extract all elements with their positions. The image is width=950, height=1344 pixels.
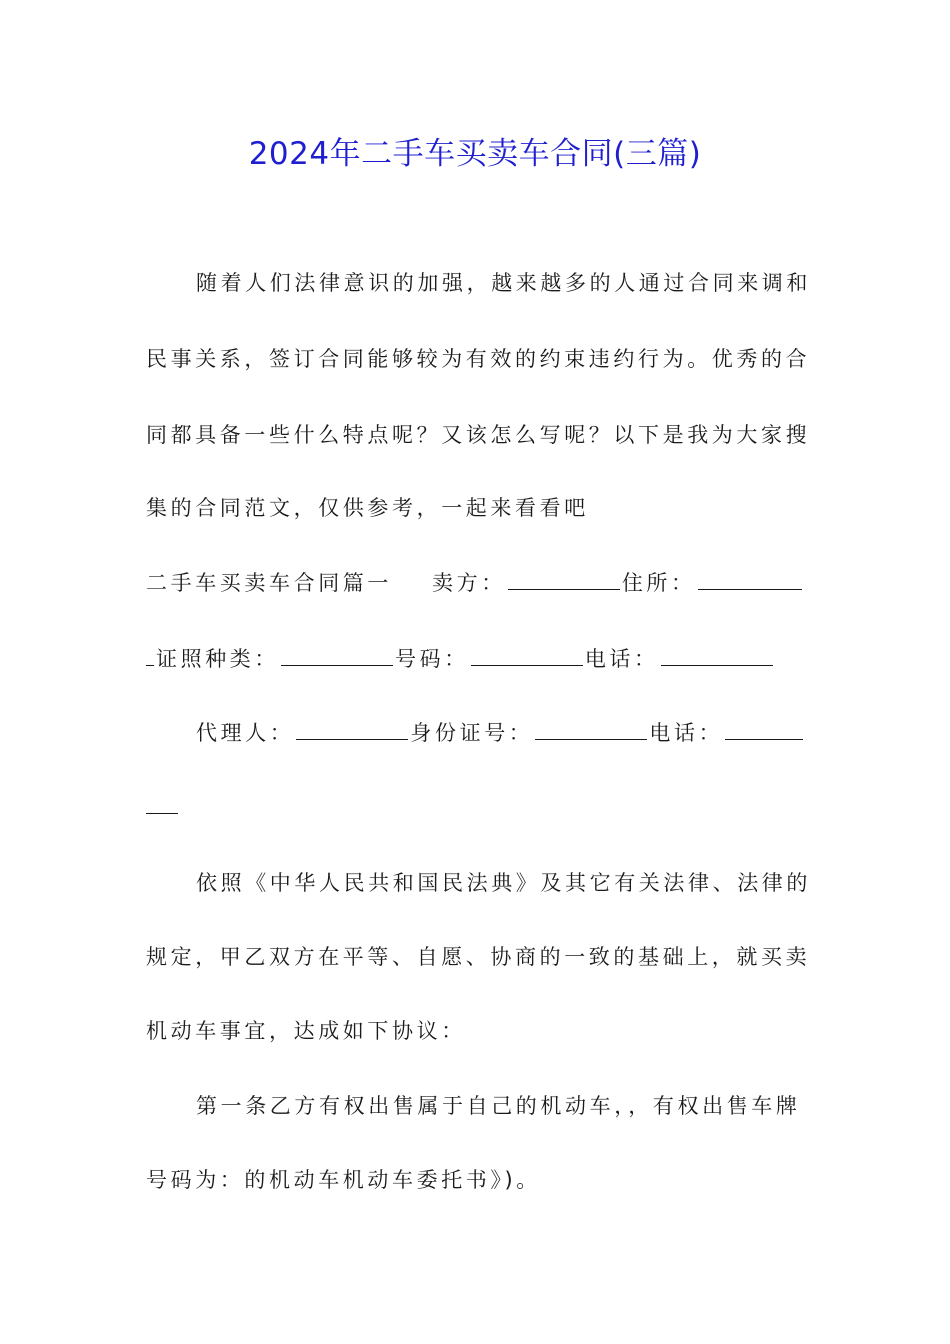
number-blank[interactable] xyxy=(471,645,583,666)
id-type-label: 证照种类： xyxy=(156,647,279,671)
address-label: 住所： xyxy=(621,571,696,595)
address-blank[interactable] xyxy=(698,569,802,590)
body-p1-line-3: 机动车事宜，达成如下协议： xyxy=(146,1019,466,1043)
id-type-blank[interactable] xyxy=(281,645,393,666)
phone-label: 电话： xyxy=(584,647,659,671)
contract-heading: 二手车买卖车合同篇一 xyxy=(146,571,392,595)
body-p1-line-1: 依照《中华人民共和国民法典》及其它有关法律、法律的 xyxy=(196,871,811,895)
seller-info-line xyxy=(146,568,804,598)
intro-line-3: 同都具备一些什么特点呢？又该怎么写呢？以下是我为大家搜 xyxy=(146,423,811,447)
document-title: 2024年二手车买卖车合同(三篇) xyxy=(248,136,702,172)
id-number-label: 身份证号： xyxy=(410,721,534,745)
agent-phone-blank-continued[interactable] xyxy=(146,793,178,814)
agent-phone-label: 电话： xyxy=(649,721,724,745)
body-p1-line-2: 规定，甲乙双方在平等、自愿、协商的一致的基础上，就买卖 xyxy=(146,945,811,969)
agent-info-line xyxy=(196,718,805,748)
body-p2-line-1: 第一条乙方有权出售属于自己的机动车，，有权出售车牌 xyxy=(196,1094,801,1118)
phone-blank[interactable] xyxy=(661,645,773,666)
body-p2-line-2: 号码为：的机动车机动车委托书》)。 xyxy=(146,1168,541,1192)
id-info-line xyxy=(146,644,775,674)
id-number-blank[interactable] xyxy=(535,719,647,740)
seller-blank[interactable] xyxy=(508,569,620,590)
intro-line-2: 民事关系，签订合同能够较为有效的约束违约行为。优秀的合 xyxy=(146,347,811,371)
agent-phone-blank[interactable] xyxy=(725,719,803,740)
address-blank-continued[interactable] xyxy=(146,645,154,666)
agent-label: 代理人： xyxy=(196,721,295,745)
agent-blank[interactable] xyxy=(296,719,408,740)
seller-label: 卖方： xyxy=(432,571,506,595)
intro-line-4: 集的合同范文，仅供参考，一起来看看吧 xyxy=(146,496,589,520)
number-label: 号码： xyxy=(395,647,469,671)
agent-phone-continued-line xyxy=(146,792,180,822)
intro-line-1: 随着人们法律意识的加强，越来越多的人通过合同来调和 xyxy=(196,271,811,295)
